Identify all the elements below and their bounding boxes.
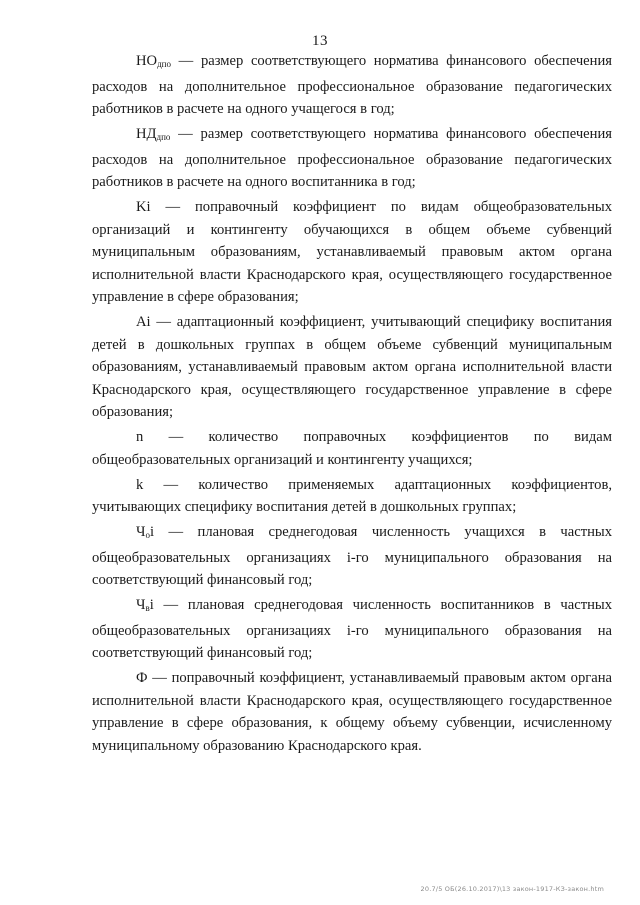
symbol: n <box>136 429 144 446</box>
symbol-subscript: о <box>145 530 150 540</box>
definition-paragraph <box>92 426 612 471</box>
symbol-suffix: i <box>150 524 155 540</box>
symbol: Ч <box>136 524 146 540</box>
symbol: Ai <box>136 314 151 331</box>
definition-text: — размер соответствующего норматива финансового обеспечения расходов на дополнительное профессиональное образование педагогических работников в расчете на одного учащегося в год; <box>92 53 612 118</box>
symbol-suffix: i <box>149 596 154 613</box>
symbol: НД <box>136 125 157 142</box>
symbol: НО <box>136 53 158 69</box>
definition-paragraph <box>92 196 612 309</box>
file-path-footer: 20.7/5 ОБ(26.10.2017)\13 закон-1917-КЗ-закон.htm <box>420 885 604 893</box>
symbol: Ф <box>136 669 148 686</box>
symbol: Ч <box>136 596 146 613</box>
definition-text: — размер соответствующего норматива финансового обеспечения расходов на дополнительное профессиональное образование педагогических работников в расчете на одного воспитанника в год; <box>92 125 612 191</box>
definition-paragraph <box>92 667 612 757</box>
symbol: Ki <box>136 198 151 215</box>
definition-paragraph <box>92 594 612 665</box>
definition-text: — плановая среднегодовая численность воспитанников в частных общеобразовательных организациях i-го муниципального образования на соответствующий финансовый год; <box>92 596 612 662</box>
definition-text: — адаптационный коэффициент, учитывающий специфику воспитания детей в дошкольных группах в общем объеме субвенций муниципальным образованиям, устанавливаемый правовым актом органа исполнительной власти Краснодарского края, осуществляющего государственное управление в сфере образования; <box>92 314 612 421</box>
definition-paragraph <box>92 521 612 592</box>
definition-paragraph <box>92 474 612 519</box>
page-number: 13 <box>312 33 328 49</box>
symbol-subscript: в <box>145 602 150 613</box>
definition-text: — поправочный коэффициент, устанавливаемый правовым актом органа исполнительной власти Краснодарского края, осуществляющего государственное управление в сфере образования, к общему объему субвенции, исчисленному муниципальному образованию Краснодарского края. <box>92 669 612 754</box>
symbol-subscript: дпо <box>156 131 171 142</box>
definition-paragraph <box>92 50 612 121</box>
definition-text: — количество применяемых адаптационных коэффициентов, учитывающих специфику воспитания детей в дошкольных группах; <box>92 476 612 516</box>
definition-text: — поправочный коэффициент по видам общеобразовательных организаций и контингенту обучающихся в общем объеме субвенций муниципальным образованиям, устанавливаемый правовым актом органа исполнительной власти Краснодарского края, осуществляющего государственное управление в сфере образования; <box>92 198 612 306</box>
symbol-subscript: дпо <box>157 59 171 69</box>
definition-paragraph <box>92 123 612 194</box>
symbol: k <box>136 476 144 493</box>
definition-text: — плановая среднегодовая численность учащихся в частных общеобразовательных организациях i-го муниципального образования на соответствующий финансовый год; <box>92 524 612 589</box>
definition-text: — количество поправочных коэффициентов по видам общеобразовательных организаций и контингенту учащихся; <box>92 429 612 468</box>
definition-paragraph <box>92 311 612 424</box>
document-body <box>92 50 612 760</box>
